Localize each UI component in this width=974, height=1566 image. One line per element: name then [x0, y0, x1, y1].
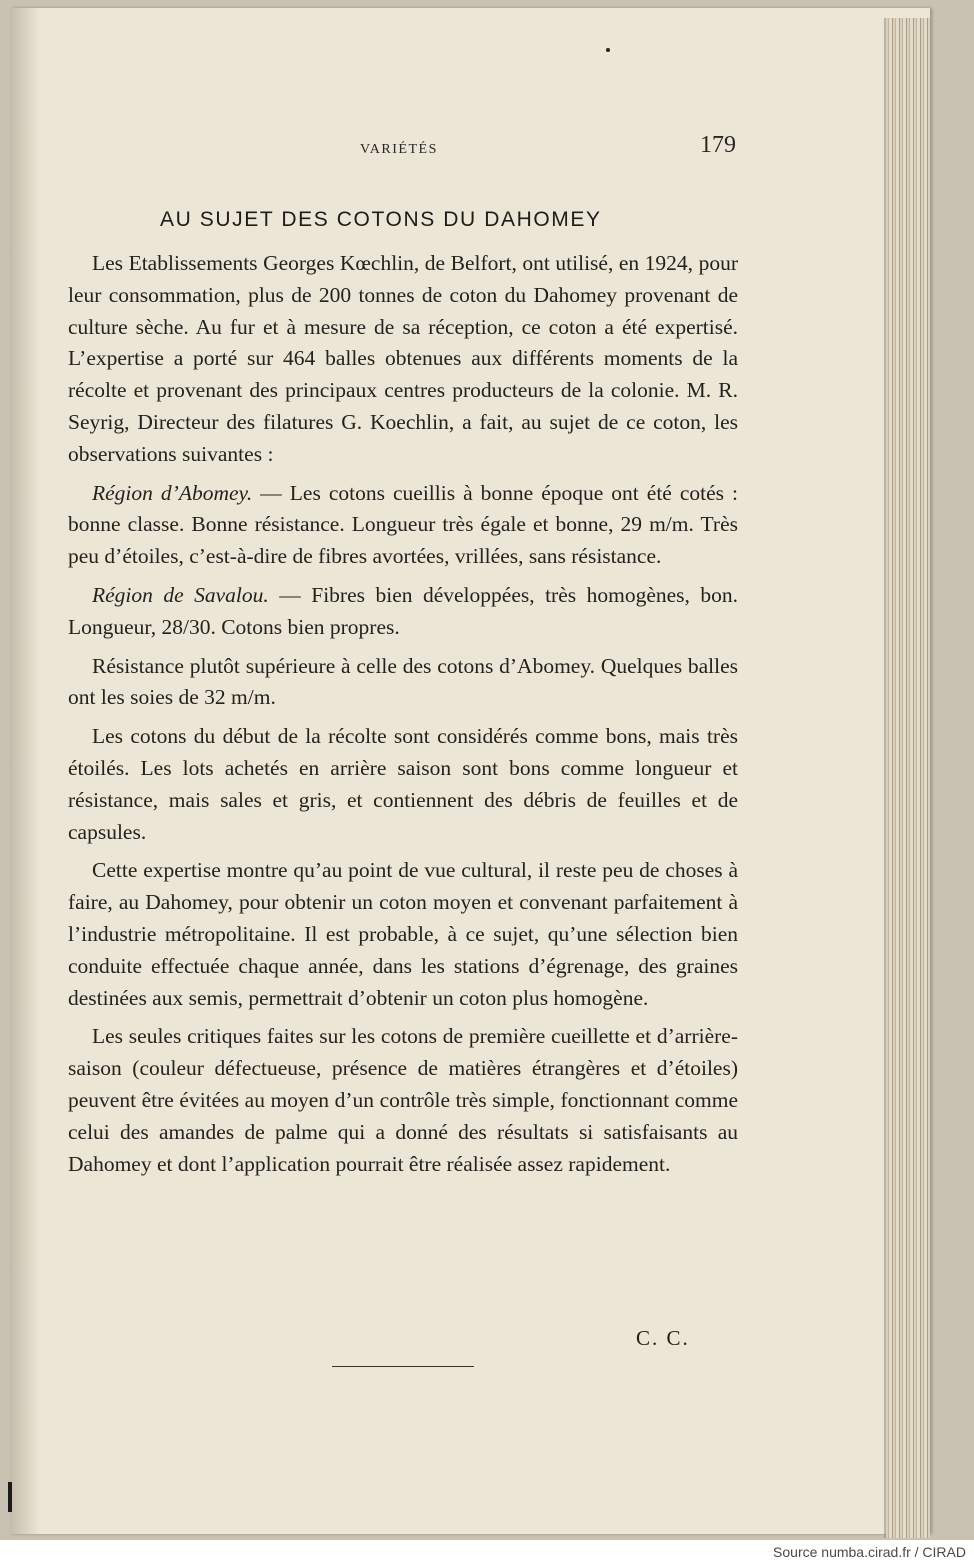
paragraph-text: — Les cotons cueillis à bonne époque ont été cotés : bonne classe. Bonne résistance. Longueur très égale et bonne, 29 m/m. Très peu d’étoiles, c’est-à-dire de fibres avortées, vrillées, sans résistance. — [68, 480, 739, 569]
paragraph — [68, 1021, 738, 1180]
paragraph — [68, 248, 738, 471]
paragraph-text: Résistance plutôt supérieure à celle des cotons d’Abomey. Quelques balles ont les soies de 32 m/m. — [68, 653, 738, 710]
paragraph — [68, 855, 738, 1014]
paragraph — [68, 580, 738, 644]
page-edge-stack — [886, 18, 930, 1538]
paragraph-text: — Fibres bien développées, très homogènes, bon. Longueur, 28/30. Cotons bien propres. — [68, 582, 738, 639]
paragraph — [68, 651, 738, 715]
author-signature: C. C. — [636, 1326, 690, 1350]
paragraph — [68, 478, 738, 573]
end-rule — [332, 1366, 474, 1367]
page-number: 179 — [700, 132, 736, 158]
paragraph-text: Les cotons du début de la récolte sont considérés comme bons, mais très étoilés. Les lots achetés en arrière saison sont bons comme longueur et résistance, mais sales et gris, et contiennent des débris de feuilles et de capsules. — [68, 724, 738, 844]
article-title: AU SUJET DES COTONS DU DAHOMEY — [160, 208, 602, 231]
paragraph-lead: Région de Savalou. — [92, 582, 269, 607]
article-body — [68, 248, 738, 1180]
paragraph — [68, 721, 738, 848]
gutter-shadow — [10, 8, 40, 1534]
ink-dot — [606, 48, 610, 52]
paragraph-text: Les Etablissements Georges Kœchlin, de Belfort, ont utilisé, en 1924, pour leur consommation, plus de 200 tonnes de coton du Dahomey provenant de culture sèche. Au fur et à mesure de sa réception, ce coton a été expertisé. L’expertise a porté sur 464 balles obtenues aux différents moments de la récolte et provenant des principaux centres producteurs de la colonie. M. R. Seyrig, Directeur des filatures G. Koechlin, a fait, au sujet de ce coton, les observations suivantes : — [68, 251, 738, 466]
book-page — [10, 8, 930, 1534]
paragraph-lead: Région d’Abomey. — [92, 480, 253, 505]
running-head: VARIÉTÉS — [360, 142, 438, 157]
paragraph-text: Les seules critiques faites sur les cotons de première cueillette et d’arrière-saison (couleur défectueuse, présence de matières étrangères et d’étoiles) peuvent être évitées au moyen d’un contrôle très simple, fonctionnant comme celui des amandes de palme qui a donné des résultats si satisfaisants au Dahomey et dont l’application pourrait être réalisée assez rapidement. — [68, 1024, 738, 1176]
source-credit: Source numba.cirad.fr / CIRAD — [773, 1544, 966, 1560]
paragraph-text: Cette expertise montre qu’au point de vue cultural, il reste peu de choses à faire, au Dahomey, pour obtenir un coton moyen et convenant parfaitement à l’industrie métropolitaine. Il est probable, à ce sujet, qu’une sélection bien conduite effectuée chaque année, dans les stations d’égrenage, des graines destinées aux semis, permettrait d’obtenir un coton plus homogène. — [68, 858, 738, 1010]
scan-corner-mark — [8, 1482, 12, 1512]
